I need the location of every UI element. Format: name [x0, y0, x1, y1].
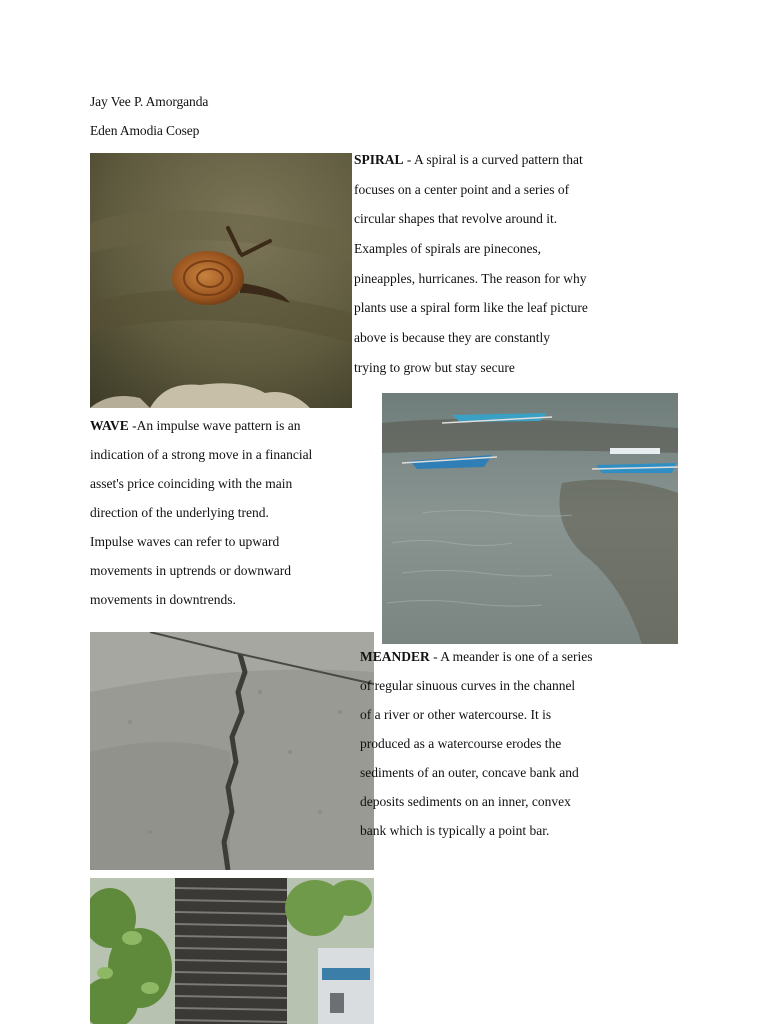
wave-line-2: indication of a strong move in a financial — [90, 447, 313, 462]
wave-line-7: movements in downtrends. — [90, 592, 236, 607]
wave-line-6: movements in uptrends or downward — [90, 563, 291, 578]
spiral-line-3: circular shapes that revolve around it. — [354, 211, 558, 226]
meander-line-1 — [360, 649, 592, 665]
spiral-line-8: trying to grow but stay secure — [354, 360, 515, 375]
wave-line-4: direction of the underlying trend. — [90, 505, 269, 520]
spiral-line-6: plants use a spiral form like the leaf picture — [354, 300, 588, 315]
wave-line-1-text: -An impulse wave pattern is an — [128, 418, 301, 433]
meander-line-5: sediments of an outer, concave bank and — [360, 765, 579, 780]
wave-term: WAVE — [90, 418, 129, 433]
meander-line-1-text: - A meander is one of a series — [429, 649, 593, 664]
boats-water-photo — [382, 393, 678, 644]
spiral-line-4: Examples of spirals are pinecones, — [354, 241, 542, 256]
meander-line-7: bank which is typically a point bar. — [360, 823, 550, 838]
wave-line-3: asset's price coinciding with the main — [90, 476, 293, 491]
author-name-1: Jay Vee P. Amorganda — [90, 94, 209, 109]
meander-term: MEANDER — [360, 649, 430, 664]
spiral-line-1-text: - A spiral is a curved pattern that — [403, 152, 583, 167]
wave-line-1 — [90, 418, 300, 434]
cracked-concrete-photo — [90, 632, 374, 870]
meander-line-6: deposits sediments on an inner, convex — [360, 794, 571, 809]
author-name-2: Eden Amodia Cosep — [90, 123, 200, 138]
snail-photo — [90, 153, 352, 408]
spiral-line-1 — [354, 152, 583, 168]
spiral-line-5: pineapples, hurricanes. The reason for why — [354, 271, 587, 286]
meander-line-2: of regular sinuous curves in the channel — [360, 678, 576, 693]
meander-line-4: produced as a watercourse erodes the — [360, 736, 562, 751]
spiral-line-2: focuses on a center point and a series of — [354, 182, 570, 197]
wave-line-5: Impulse waves can refer to upward — [90, 534, 280, 549]
spiral-term: SPIRAL — [354, 152, 404, 167]
tree-trunk-photo — [90, 878, 374, 1024]
spiral-line-7: above is because they are constantly — [354, 330, 551, 345]
meander-line-3: of a river or other watercourse. It is — [360, 707, 552, 722]
